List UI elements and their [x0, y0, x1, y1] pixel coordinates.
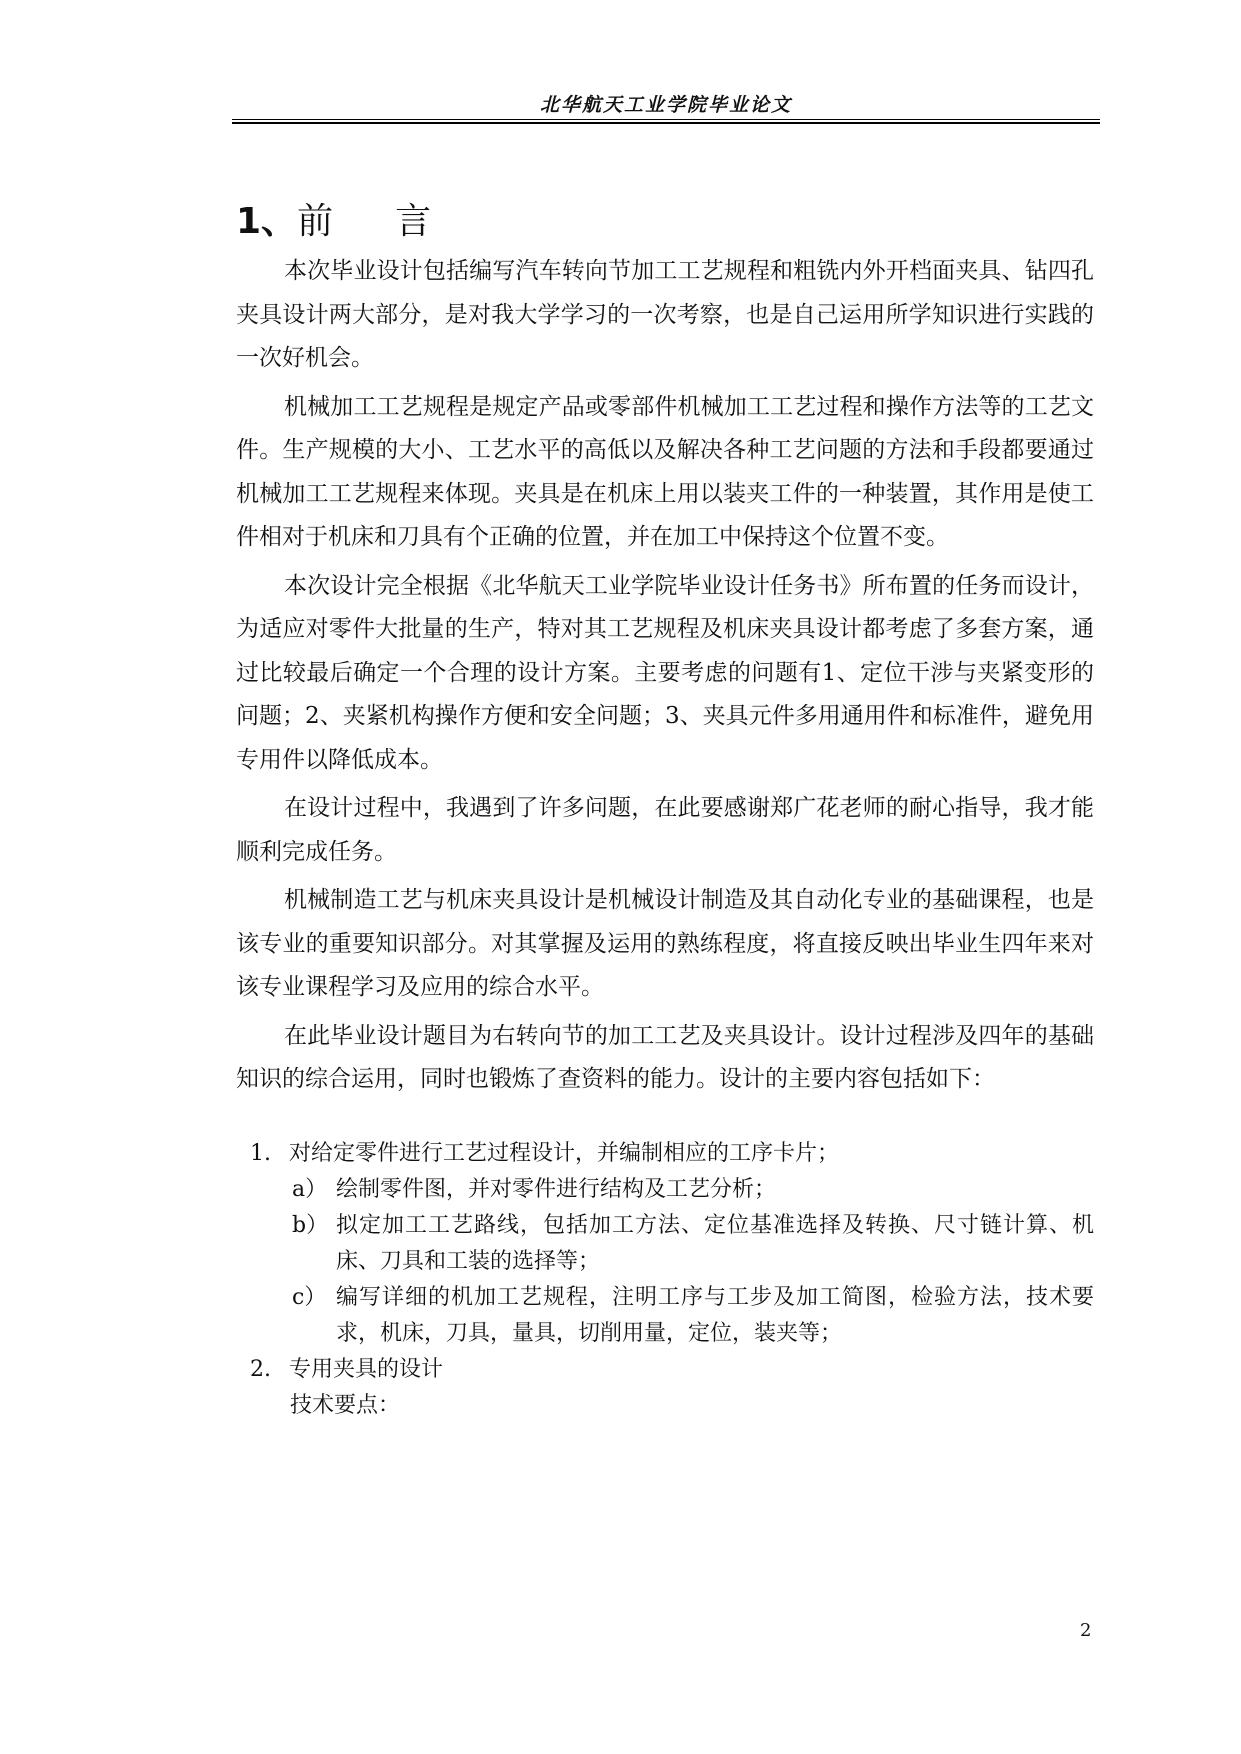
sub-item-c-label: c）: [292, 1284, 327, 1310]
paragraph-2: 机械加工工艺规程是规定产品或零部件机械加工工艺过程和操作方法等的工艺文件。生产规模的大小、工艺水平的高低以及解决各种工艺问题的方法和手段都要通过机械加工工艺规程来体现。夹具是在机床上用以装夹工件的一种装置，其作用是使工件相对于机床和刀具有个正确的位置，并在加工中保持这个位置不变。: [236, 393, 1094, 550]
list-item-2-text: 专用夹具的设计: [289, 1356, 444, 1382]
sub-item-b-text: 拟定加工工艺路线，包括加工方法、定位基准选择及转换、尺寸链计算、机床、刀具和工装的选择等；: [336, 1212, 1094, 1274]
section-title-part2: 言: [395, 201, 432, 242]
list-item-1: [236, 1136, 1094, 1172]
paragraph-3: 本次设计完全根据《北华航天工业学院毕业设计任务书》所布置的任务而设计，为适应对零件大批量的生产，特对其工艺规程及机床夹具设计都考虑了多套方案，通过比较最后确定一个合理的设计方案。主要考虑的问题有1、定位干涉与夹紧变形的问题；2、夹紧机构操作方便和安全问题；3、夹具元件多用通用件和标准件，避免用专用件以降低成本。: [236, 572, 1094, 773]
sub-item-a-label: a）: [292, 1176, 328, 1202]
page-body: [236, 198, 1094, 1424]
list-item-1-text: 对给定零件进行工艺过程设计，并编制相应的工序卡片；: [289, 1140, 840, 1166]
list-item-2-number: 2.: [250, 1356, 271, 1382]
running-header: 北华航天工业学院毕业论文: [539, 94, 792, 116]
sub-item-c-text: 编写详细的机加工艺规程，注明工序与工步及加工简图，检验方法，技术要求，机床，刀具，量具，切削用量，定位，装夹等；: [336, 1284, 1094, 1346]
page-number: 2: [1080, 1620, 1092, 1641]
section-title-part1: 前: [297, 201, 334, 242]
content-list: [236, 1136, 1094, 1424]
paragraph-1: 本次毕业设计包括编写汽车转向节加工工艺规程和粗铣内外开档面夹具、钻四孔夹具设计两大部分，是对我大学学习的一次考察，也是自己运用所学知识进行实践的一次好机会。: [236, 258, 1094, 371]
sub-item-b: [236, 1208, 1094, 1280]
sub-item-b-label: b）: [292, 1212, 329, 1238]
paragraph-6: 在此毕业设计题目为右转向节的加工工艺及夹具设计。设计过程涉及四年的基础知识的综合运用，同时也锻炼了查资料的能力。设计的主要内容包括如下：: [236, 1022, 1094, 1092]
sub-item-c: [236, 1280, 1094, 1352]
sub-item-a: [236, 1172, 1094, 1208]
tech-points-label: 技术要点：: [290, 1392, 401, 1418]
paragraph-5: 机械制造工艺与机床夹具设计是机械设计制造及其自动化专业的基础课程，也是该专业的重要知识部分。对其掌握及运用的熟练程度，将直接反映出毕业生四年来对该专业课程学习及应用的综合水平。: [236, 887, 1094, 1000]
section-number: 1、: [236, 201, 298, 242]
paragraph-4: 在设计过程中，我遇到了许多问题，在此要感谢郑广花老师的耐心指导，我才能顺利完成任务。: [236, 795, 1094, 865]
header-rule-thick: [232, 122, 1100, 124]
section-heading: [236, 198, 1094, 246]
list-item-1-number: 1.: [250, 1140, 271, 1166]
list-item-2: [236, 1352, 1094, 1388]
header-rule-thin: [232, 119, 1100, 120]
sub-item-a-text: 绘制零件图，并对零件进行结构及工艺分析；: [336, 1176, 777, 1202]
